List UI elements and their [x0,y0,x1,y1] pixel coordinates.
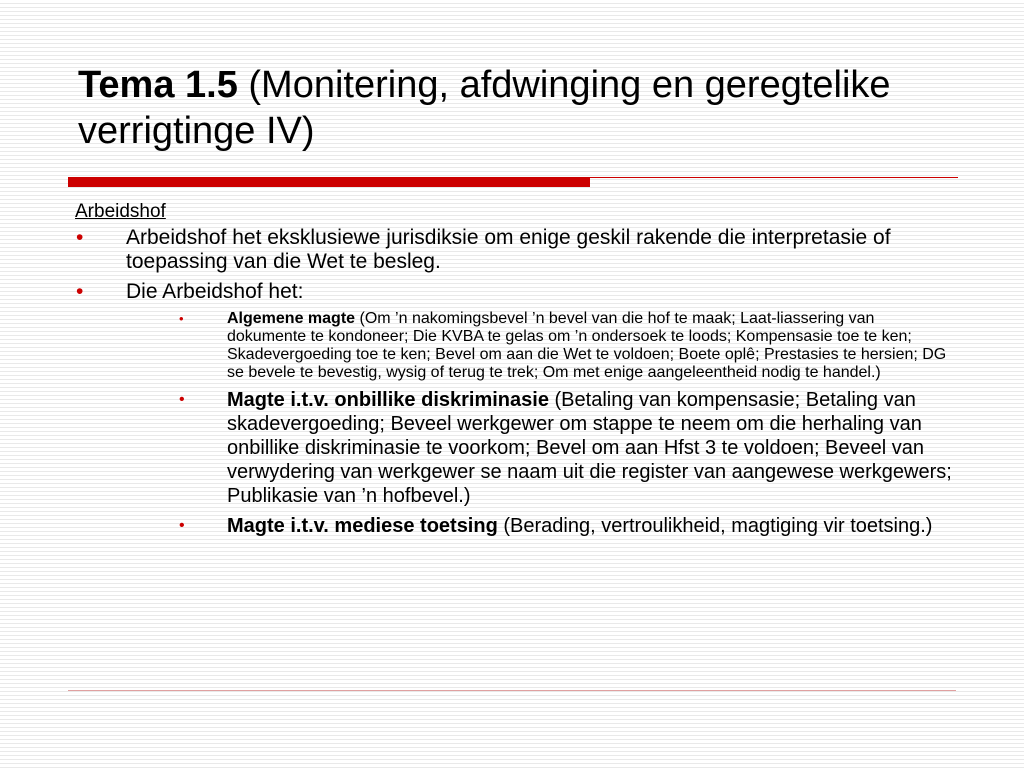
bullet-marker: • [179,517,185,534]
bullet-marker: • [76,226,84,249]
bullet-text: Arbeidshof het eksklusiewe jurisdiksie om enige geskil rakende die interpretasie of toepassing van die Wet te besleg. [126,226,891,273]
bullet-text: Die Arbeidshof het: [126,280,304,303]
sub-bullet-item [179,514,955,538]
slide-title [78,62,958,154]
bullet-item [75,226,955,274]
sub-bullet-item [179,310,955,382]
sub-bullet-text: (Om ’n nakomingsbevel ’n bevel van die hof te maak; Laat-liassering van dokumente te kondoneer; Die KVBA te gelas om ’n ondersoek te loods; Kompensasie toe te ken; Skadevergoeding toe te ken; Bevel om aan die Wet te voldoen; Boete oplê; Prestasies te hersien; DG se bevele te bevestig, wysig of terug te trek; Om met enige aangeleentheid nodig te handel.) [227,310,947,381]
sub-bullet-list [126,310,955,538]
sub-bullet-heading: Magte i.t.v. onbillike diskriminasie [227,389,549,411]
bullet-item [75,280,955,538]
sub-bullet-heading: Algemene magte [227,310,356,327]
section-label: Arbeidshof [75,201,166,222]
bullet-marker: • [76,280,84,303]
bullet-list [75,226,955,538]
slide-body [75,200,955,544]
title-rest: (Monitering, afdwinging en geregtelike verrigtinge IV) [78,64,891,152]
footer-divider [68,690,956,691]
bullet-marker: • [179,311,184,326]
sub-bullet-item [179,388,955,508]
sub-bullet-heading: Magte i.t.v. mediese toetsing [227,515,498,537]
sub-bullet-text: (Betaling van kompensasie; Betaling van skadevergoeding; Beveel werkgewer om stappe te neem om die herhaling van onbillike diskriminasie te voorkom; Bevel om aan Hfst 3 te voldoen; Beveel van verwydering van werkgewer se naam uit die register van aangewese werkgewers; Publikasie van ’n hofbevel.) [227,389,952,507]
bullet-marker: • [179,391,185,408]
title-underline-thick [68,177,590,187]
sub-bullet-text: (Berading, vertroulikheid, magtiging vir toetsing.) [497,515,933,537]
title-lead: Tema 1.5 [78,64,238,106]
title-underline-thin [590,177,958,178]
